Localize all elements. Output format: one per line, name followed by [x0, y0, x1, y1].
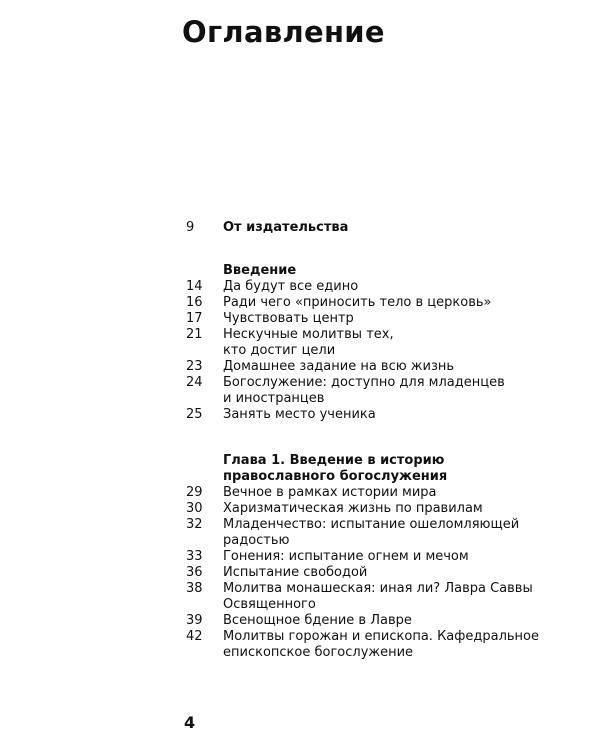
- table-of-contents: [186, 220, 566, 661]
- toc-entry[interactable]: [186, 565, 566, 581]
- toc-entry-title: Да будут все едино: [223, 279, 359, 294]
- toc-entry-publisher[interactable]: [186, 220, 566, 236]
- toc-entry-title-cont: и иностранцев: [223, 391, 325, 406]
- toc-entry[interactable]: [186, 581, 566, 613]
- toc-entry-title: Младенчество: испытание ошеломляющей: [223, 517, 520, 532]
- toc-entry-title: Вечное в рамках истории мира: [223, 485, 437, 500]
- toc-entry[interactable]: [186, 501, 566, 517]
- toc-page-number: 30: [186, 501, 203, 516]
- toc-page-number: 14: [186, 279, 203, 294]
- toc-entry[interactable]: [186, 549, 566, 565]
- section-heading-line: Введение: [223, 263, 297, 278]
- toc-entry-title: Молитвы горожан и епископа. Кафедральное: [223, 629, 540, 644]
- toc-page-number: 42: [186, 629, 203, 644]
- toc-entry-title: Чувствовать центр: [223, 311, 354, 326]
- toc-entry-title: Испытание свободой: [223, 565, 368, 580]
- toc-page-number: 33: [186, 549, 203, 564]
- toc-entry[interactable]: [186, 279, 566, 295]
- toc-entry[interactable]: [186, 485, 566, 501]
- toc-page-number: 9: [186, 220, 195, 235]
- page-number: 4: [184, 713, 196, 732]
- toc-entry[interactable]: [186, 359, 566, 375]
- toc-entry-title: Занять место ученика: [223, 407, 376, 422]
- toc-entry[interactable]: [186, 375, 566, 407]
- toc-entry[interactable]: [186, 295, 566, 311]
- toc-entry-title-cont: кто достиг цели: [223, 343, 336, 358]
- toc-page-number: 25: [186, 407, 203, 422]
- toc-entry[interactable]: [186, 407, 566, 423]
- toc-page-number: 24: [186, 375, 203, 390]
- chapter-1-entries: [186, 485, 566, 661]
- toc-entry-title: От издательства: [223, 220, 349, 235]
- toc-entry-title: Ради чего «приносить тело в церковь»: [223, 295, 492, 310]
- section-heading-line: Глава 1. Введение в историю: [223, 453, 445, 468]
- toc-page-number: 29: [186, 485, 203, 500]
- toc-entry-title: Нескучные молитвы тех,: [223, 327, 394, 342]
- page-title: Оглавление: [182, 15, 385, 49]
- toc-entry[interactable]: [186, 517, 566, 549]
- toc-entry[interactable]: [186, 327, 566, 359]
- toc-page-number: 38: [186, 581, 203, 596]
- toc-entry-title-cont: радостью: [223, 533, 290, 548]
- toc-entry-title-cont: Освященного: [223, 597, 316, 612]
- toc-entry[interactable]: [186, 613, 566, 629]
- toc-entry-title-cont: епископское богослужение: [223, 645, 414, 660]
- toc-entry-title: Молитва монашеская: иная ли? Лавра Саввы: [223, 581, 533, 596]
- toc-page-number: 16: [186, 295, 203, 310]
- section-heading-line: православного богослужения: [223, 469, 448, 484]
- toc-entry[interactable]: [186, 311, 566, 327]
- toc-entry-title: Богослужение: доступно для младенцев: [223, 375, 505, 390]
- toc-entry-title: Всенощное бдение в Лавре: [223, 613, 412, 628]
- section-heading-chapter-1: [223, 453, 566, 485]
- intro-entries: [186, 279, 566, 423]
- toc-page-number: 23: [186, 359, 203, 374]
- toc-page-number: 39: [186, 613, 203, 628]
- toc-entry-title: Домашнее задание на всю жизнь: [223, 359, 455, 374]
- toc-page-number: 21: [186, 327, 203, 342]
- toc-page-number: 32: [186, 517, 203, 532]
- toc-entry[interactable]: [186, 629, 566, 661]
- toc-entry-title: Гонения: испытание огнем и мечом: [223, 549, 469, 564]
- section-heading-intro: [223, 263, 566, 279]
- toc-page-number: 17: [186, 311, 203, 326]
- toc-page-number: 36: [186, 565, 203, 580]
- toc-entry-title: Харизматическая жизнь по правилам: [223, 501, 483, 516]
